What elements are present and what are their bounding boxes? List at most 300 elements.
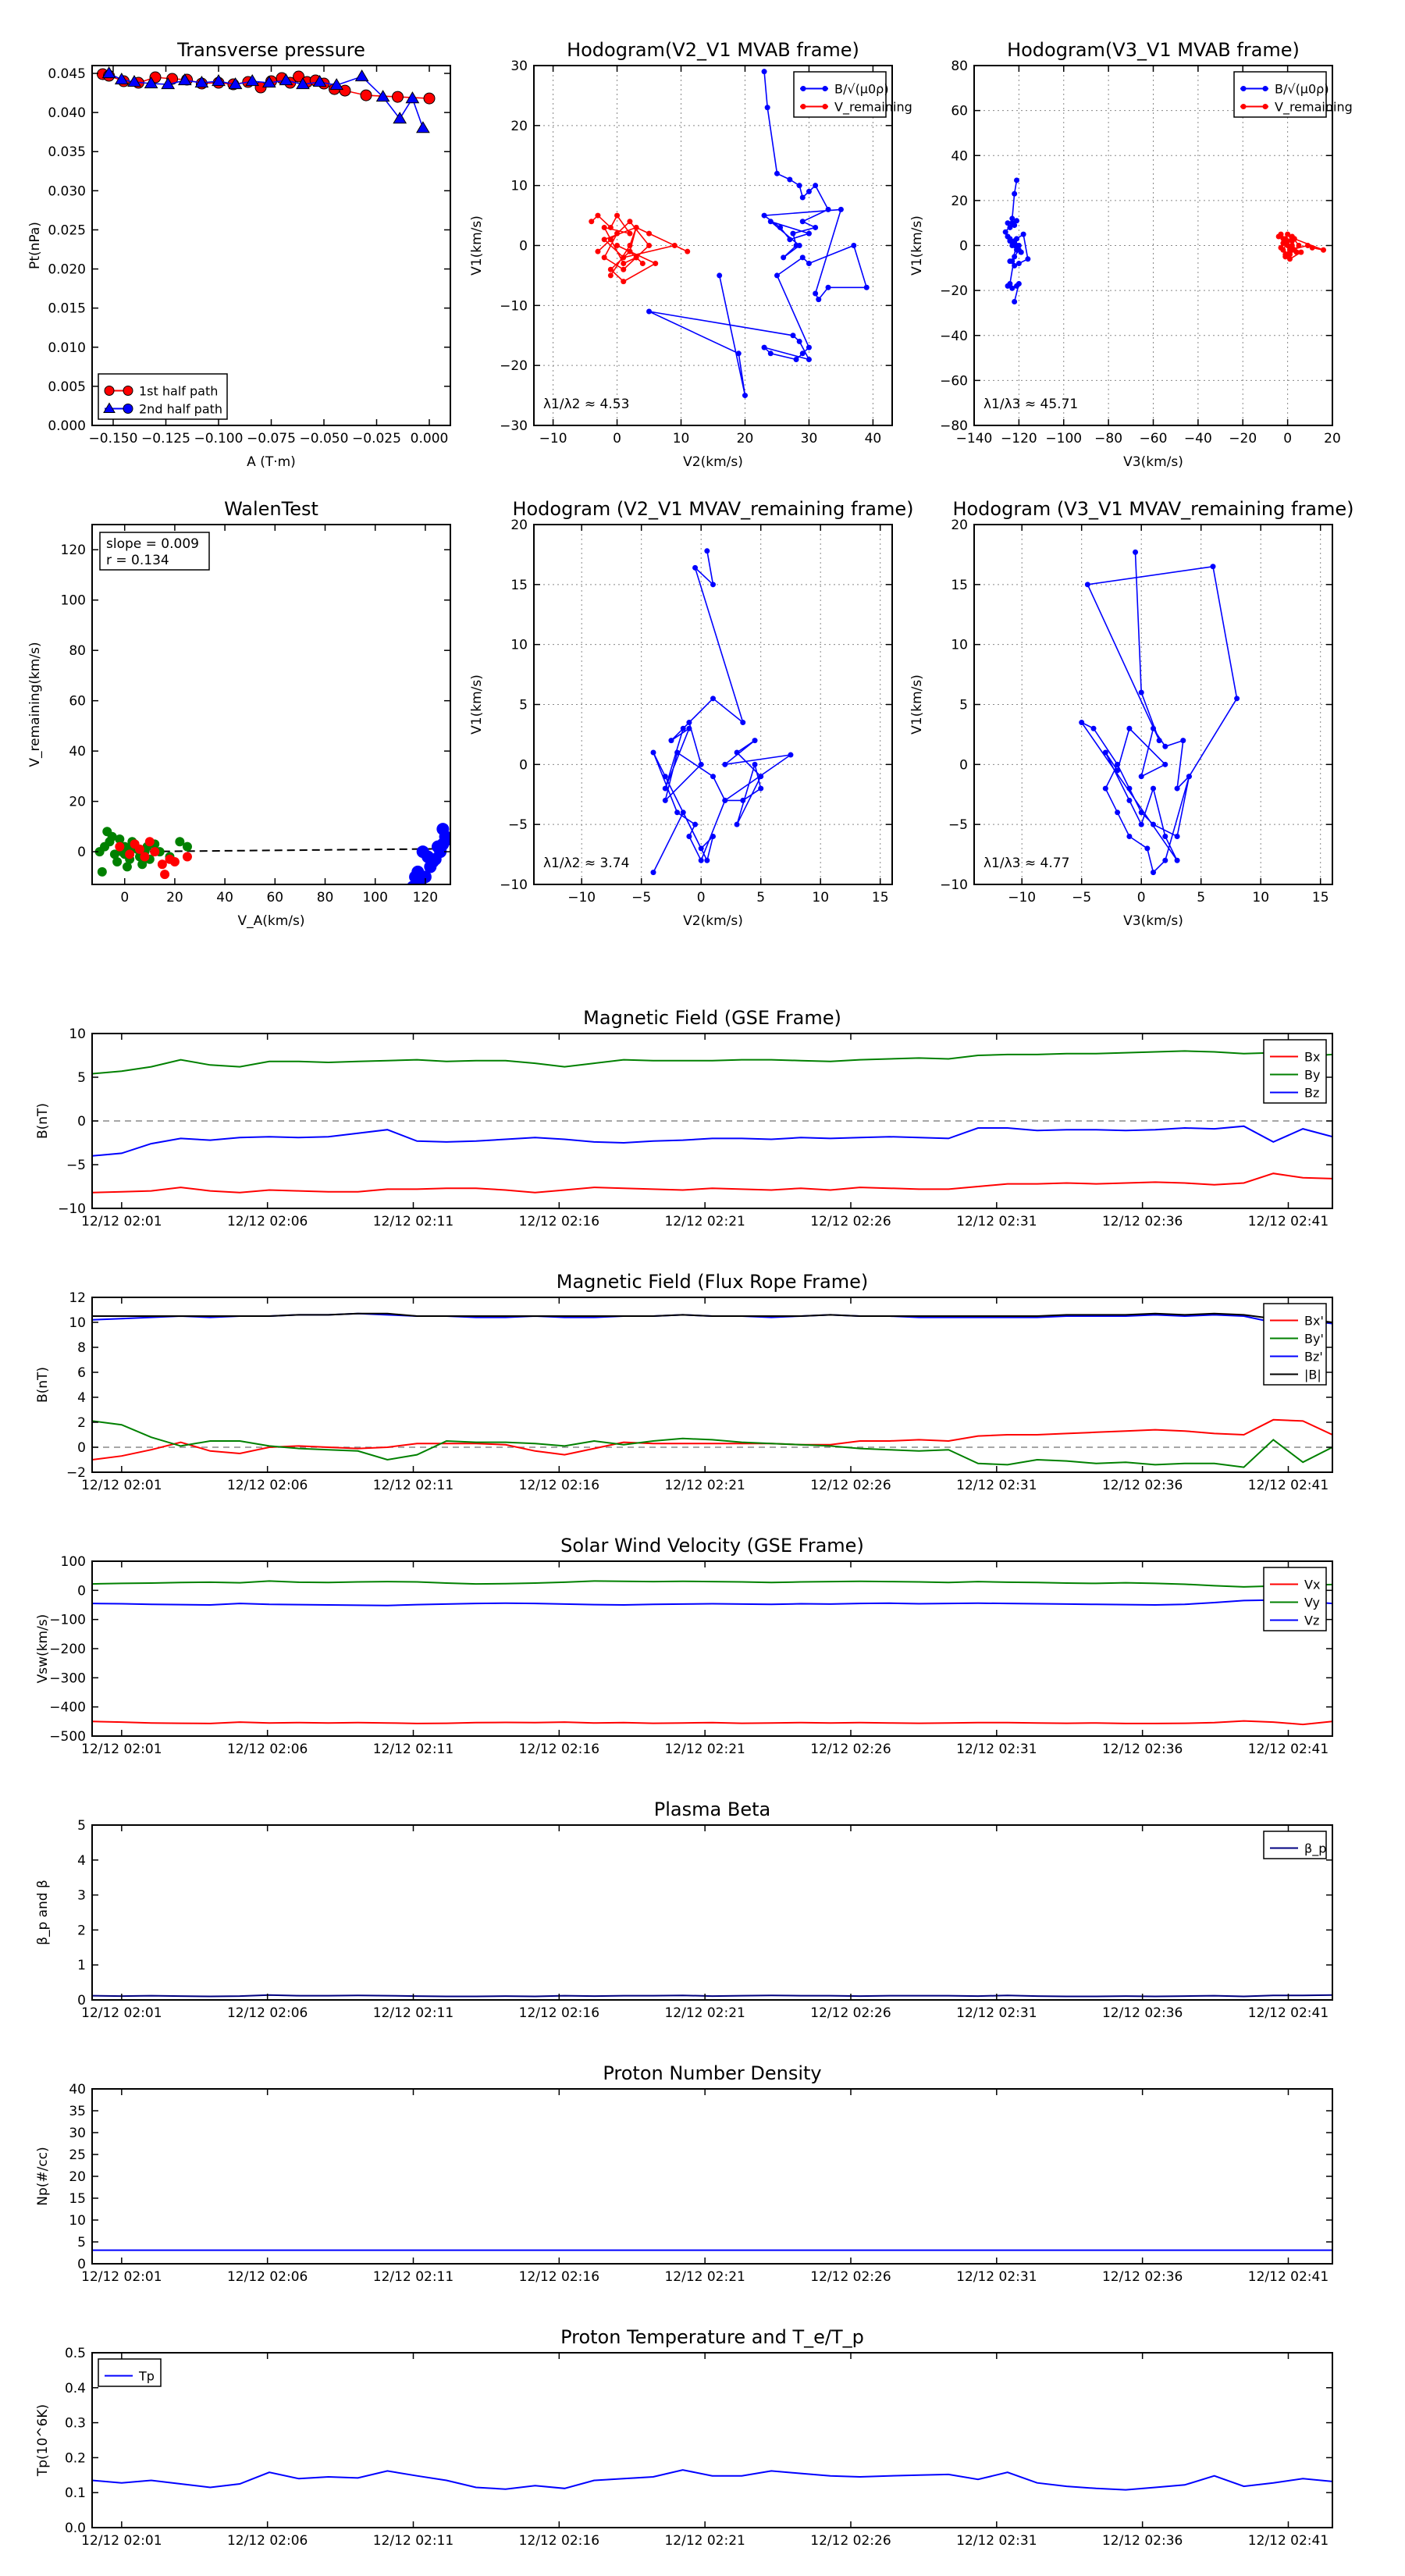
x-tick-label: 120 <box>412 890 439 906</box>
y-tick-label: 20 <box>510 518 528 533</box>
y-tick-label: 5 <box>77 2235 86 2250</box>
y-tick-label: 5 <box>77 1818 86 1834</box>
series-1-point <box>681 809 686 815</box>
series-v-remaining-point <box>634 254 639 260</box>
y-tick-label: 0.000 <box>48 418 86 434</box>
series-b-0-point <box>816 297 821 302</box>
x-tick-label: 10 <box>672 431 690 447</box>
x-tick-label: 15 <box>1311 890 1329 906</box>
y-tick-label: −100 <box>49 1612 86 1628</box>
plot-frame <box>92 2353 1332 2528</box>
series-1-point <box>1091 726 1097 731</box>
series-1st-half-path-point <box>361 90 372 101</box>
series-1-point <box>1139 774 1144 779</box>
chart-title: Magnetic Field (GSE Frame) <box>583 1007 841 1029</box>
annotation-text: λ1/λ2 ≈ 3.74 <box>543 856 630 871</box>
series-1-point <box>1126 786 1132 792</box>
x-tick-label: 12/12 02:16 <box>518 2005 600 2021</box>
series-2-point <box>183 852 192 862</box>
series-1-point <box>1151 870 1156 875</box>
y-tick-label: 5 <box>519 697 528 713</box>
y-tick-label: 15 <box>69 2191 86 2207</box>
y-tick-label: 15 <box>510 577 528 593</box>
chart-title: Proton Temperature and T_e/T_p <box>560 2326 864 2348</box>
y-tick-label: 40 <box>69 2082 86 2097</box>
y-tick-label: −2 <box>66 1465 86 1481</box>
x-axis-label: V3(km/s) <box>1123 454 1183 470</box>
y-tick-label: 100 <box>60 592 86 609</box>
series-1-point <box>1139 822 1144 827</box>
legend-label: 1st half path <box>139 383 219 399</box>
x-tick-label: 12/12 02:16 <box>518 2533 600 2549</box>
series-1-point <box>1115 762 1120 767</box>
data-layer <box>92 1051 1332 1192</box>
legend-label: B/√(μ0ρ) <box>1275 81 1329 97</box>
legend-marker <box>123 386 133 396</box>
series-1-point <box>1151 726 1156 731</box>
series-v-remaining-point <box>627 231 632 237</box>
series-b-0-point <box>765 105 770 110</box>
series-1-point <box>1126 834 1132 839</box>
y-tick-label: 6 <box>77 1365 86 1381</box>
series-2-point <box>140 852 149 862</box>
x-tick-label: −0.075 <box>247 431 296 447</box>
plot-frame <box>92 1825 1332 2000</box>
y-tick-label: 0 <box>959 238 968 254</box>
legend-label: Bx' <box>1304 1313 1324 1329</box>
series-v-remaining-point <box>672 243 678 248</box>
x-tick-label: 12/12 02:31 <box>956 2005 1037 2021</box>
series-1-point <box>663 798 668 803</box>
series-v-remaining-point <box>589 219 594 224</box>
series-1-point <box>681 726 686 731</box>
series-1-point <box>651 749 656 755</box>
series-b-0-point <box>806 231 812 237</box>
series-v-remaining-point <box>1292 236 1297 241</box>
x-tick-label: 12/12 02:41 <box>1247 1478 1329 1493</box>
y-tick-label: 0.4 <box>64 2380 86 2396</box>
series-v-remaining-point <box>614 243 620 248</box>
series-1-point <box>686 720 692 725</box>
series-b-0-point <box>797 243 802 248</box>
legend-label: Bx <box>1304 1049 1321 1065</box>
legend <box>98 2359 161 2386</box>
y-tick-label: 80 <box>69 643 86 660</box>
series-v-remaining-point <box>595 213 600 219</box>
x-tick-label: 12/12 02:31 <box>956 1478 1037 1493</box>
y-axis-label: B(nT) <box>35 1366 51 1404</box>
series-1-point <box>752 762 758 767</box>
x-axis-label: V2(km/s) <box>683 454 743 470</box>
y-tick-label: 20 <box>510 118 528 134</box>
x-tick-label: −0.150 <box>88 431 138 447</box>
series-v-remaining-point <box>602 225 607 230</box>
legend-marker <box>1241 104 1247 109</box>
series-v-remaining-point <box>653 261 658 266</box>
data-layer <box>651 548 794 875</box>
series-1st-half-path-point <box>424 93 435 104</box>
y-tick-label: 1 <box>77 1958 86 1974</box>
y-tick-label: 40 <box>951 148 968 165</box>
chart-4-walentest <box>27 498 454 929</box>
x-tick-label: −0.100 <box>194 431 244 447</box>
series-b-0-point <box>826 207 831 212</box>
chart-title: WalenTest <box>224 498 318 520</box>
series-b-0-point <box>813 225 818 230</box>
series-v-remaining-point <box>1298 250 1304 255</box>
y-tick-label: −60 <box>940 373 968 390</box>
series-v-remaining-point <box>1296 243 1301 248</box>
series-b-0-point <box>762 345 767 350</box>
series-3-point <box>417 845 429 858</box>
series-1-point <box>1175 786 1180 792</box>
y-tick-label: 2 <box>77 1923 86 1939</box>
legend-label: Tp <box>139 2368 155 2384</box>
series-1-point <box>740 720 745 725</box>
legend-marker <box>801 104 806 109</box>
chart-7-magnetic-field-gse-frame <box>35 1007 1332 1229</box>
y-axis-label: Np(#/cc) <box>35 2147 51 2206</box>
x-tick-label: 12/12 02:41 <box>1247 2005 1329 2021</box>
x-tick-label: 12/12 02:41 <box>1247 1742 1329 1757</box>
y-tick-label: 0.015 <box>48 301 86 317</box>
series-b-0-point <box>800 195 806 201</box>
x-tick-label: −10 <box>539 431 567 447</box>
x-tick-label: −10 <box>567 890 596 906</box>
annotation-text: λ1/λ3 ≈ 45.71 <box>984 397 1079 412</box>
series-by-line <box>92 1051 1332 1073</box>
series-v-remaining-point <box>627 249 632 254</box>
x-tick-label: −120 <box>1001 431 1037 447</box>
y-tick-label: 8 <box>77 1340 86 1356</box>
legend-label: Vx <box>1304 1577 1321 1592</box>
series-1-point <box>1151 786 1156 792</box>
series-1-point <box>663 786 668 792</box>
series-1-point <box>1144 845 1150 851</box>
series-v-remaining-point <box>608 267 614 272</box>
chart-9-solar-wind-velocity-gse-frame <box>35 1535 1332 1757</box>
chart-title: Hodogram(V2_V1 MVAB frame) <box>567 39 859 61</box>
series-b-0-point <box>1025 256 1030 262</box>
series-b-0-point <box>1021 232 1026 237</box>
x-tick-label: 12/12 02:06 <box>226 2533 308 2549</box>
series-1-point <box>1162 858 1168 863</box>
series-b-0-point <box>797 183 802 188</box>
y-tick-label: −40 <box>940 328 968 344</box>
y-tick-label: −400 <box>49 1699 86 1716</box>
legend-label: V_remaining <box>834 99 912 115</box>
series-1-point <box>758 774 763 779</box>
series-v-remaining-point <box>621 279 626 284</box>
y-tick-label: 20 <box>951 518 968 533</box>
series-1-point <box>663 774 668 779</box>
x-tick-label: 12/12 02:21 <box>664 2269 745 2285</box>
x-tick-label: 12/12 02:26 <box>810 1478 891 1493</box>
x-axis-label: V2(km/s) <box>683 913 743 929</box>
legend-label: By <box>1304 1067 1321 1083</box>
series-1-point <box>102 827 112 836</box>
series-p-line <box>92 1995 1332 1997</box>
x-tick-label: 40 <box>216 890 233 906</box>
x-tick-label: 0 <box>1136 890 1146 906</box>
series-b-0-point <box>790 231 795 237</box>
y-tick-label: −10 <box>58 1201 86 1217</box>
series-1-point <box>692 822 698 827</box>
x-tick-label: 12/12 02:31 <box>956 2533 1037 2549</box>
annotation-text: r = 0.134 <box>106 553 169 568</box>
chart-title: Transverse pressure <box>177 39 365 61</box>
series-bz-line <box>92 1126 1332 1156</box>
series-v-remaining-point <box>608 272 614 278</box>
legend-marker <box>105 386 114 396</box>
y-tick-label: 35 <box>69 2104 86 2119</box>
y-tick-label: 2 <box>77 1415 86 1431</box>
y-tick-label: 3 <box>77 1888 86 1904</box>
x-tick-label: 12/12 02:01 <box>81 1214 162 1229</box>
series-2nd-half-path-point <box>417 122 429 133</box>
data-layer <box>92 1314 1332 1468</box>
x-tick-label: 12/12 02:36 <box>1101 2005 1183 2021</box>
x-tick-label: 12/12 02:06 <box>226 2005 308 2021</box>
series-b-0-point <box>1016 281 1022 286</box>
chart-12-proton-temperature-and-t-e-t-p <box>35 2326 1332 2549</box>
series-b-0-point <box>774 272 780 278</box>
legend <box>1264 1567 1326 1631</box>
y-tick-label: 0 <box>77 1440 86 1456</box>
x-tick-label: 12/12 02:26 <box>810 2533 891 2549</box>
series-b-0-point <box>717 272 722 278</box>
y-tick-label: 5 <box>77 1070 86 1086</box>
series-2nd-half-path-point <box>356 70 368 81</box>
x-tick-label: 12/12 02:26 <box>810 2269 891 2285</box>
y-tick-label: 0 <box>77 1583 86 1599</box>
series-1-point <box>674 809 680 815</box>
x-tick-label: 12/12 02:21 <box>664 2005 745 2021</box>
series-b-0-point <box>742 393 748 398</box>
y-axis-label: β_p and β <box>35 1880 51 1945</box>
series-b-0-point <box>768 350 774 356</box>
y-tick-label: 60 <box>951 103 968 119</box>
y-tick-label: 0 <box>77 2257 86 2272</box>
x-tick-label: 12/12 02:31 <box>956 1742 1037 1757</box>
series-2nd-half-path-point <box>393 112 406 123</box>
data-layer <box>92 2470 1332 2490</box>
y-tick-label: −10 <box>500 298 528 315</box>
series-vx-line <box>92 1721 1332 1725</box>
series-1-point <box>1162 762 1168 767</box>
series-v-remaining-point <box>602 237 607 242</box>
y-tick-label: −10 <box>940 877 968 893</box>
y-tick-label: 0.020 <box>48 262 86 278</box>
series-v-remaining-point <box>634 225 639 230</box>
data-layer <box>589 69 869 398</box>
series-b-0-point <box>1012 191 1017 197</box>
x-tick-label: 15 <box>871 890 889 906</box>
x-tick-label: 12/12 02:11 <box>372 1742 454 1757</box>
series-v-remaining-point <box>614 231 620 237</box>
x-tick-label: −0.025 <box>352 431 401 447</box>
y-axis-label: V1(km/s) <box>469 215 485 276</box>
x-axis-label: V_A(km/s) <box>237 913 305 929</box>
y-axis-label: Vsw(km/s) <box>35 1614 51 1684</box>
x-tick-label: 0 <box>696 890 706 906</box>
series-1-point <box>1162 744 1168 749</box>
series-1-point <box>1103 749 1108 755</box>
annotation-text: λ1/λ3 ≈ 4.77 <box>984 856 1070 871</box>
series-2-point <box>145 837 155 846</box>
series-b-0-point <box>777 225 783 230</box>
x-tick-label: −80 <box>1094 431 1123 447</box>
x-tick-label: 12/12 02:01 <box>81 1478 162 1493</box>
series-1-point <box>699 845 704 851</box>
series-v-remaining-point <box>685 249 690 254</box>
series-1-point <box>735 822 740 827</box>
series-1-point <box>686 726 692 731</box>
series-v-remaining-point <box>646 231 652 237</box>
series-v-remaining-point <box>595 249 600 254</box>
chart-title: Magnetic Field (Flux Rope Frame) <box>556 1271 869 1293</box>
series-b-0-point <box>826 285 831 290</box>
series-v-remaining-point <box>640 261 646 266</box>
legend-marker <box>1263 86 1268 91</box>
x-tick-label: 5 <box>756 890 766 906</box>
x-tick-label: 12/12 02:16 <box>518 1742 600 1757</box>
y-tick-label: 0 <box>77 1993 86 2008</box>
series-v-remaining-point <box>608 225 614 230</box>
series-v-remaining-point <box>1289 243 1295 248</box>
x-axis-label: V3(km/s) <box>1123 913 1183 929</box>
series-b-0-point <box>800 219 806 224</box>
series-1st-half-path-point <box>393 91 404 102</box>
legend-marker <box>823 104 828 109</box>
series-1-point <box>735 749 740 755</box>
y-tick-label: 30 <box>69 2126 86 2141</box>
series-1-point <box>1115 768 1120 774</box>
x-tick-label: 40 <box>864 431 882 447</box>
series-b-0-point <box>774 171 780 176</box>
series-v-remaining-point <box>614 213 620 219</box>
x-tick-label: 12/12 02:01 <box>81 2533 162 2549</box>
series-v-remaining-point <box>621 261 626 266</box>
chart-11-proton-number-density <box>35 2062 1332 2285</box>
series-b-0-point <box>646 309 652 315</box>
series-1-point <box>699 858 704 863</box>
y-tick-label: 60 <box>69 693 86 710</box>
legend-label: By' <box>1304 1331 1324 1347</box>
y-tick-label: −5 <box>507 817 528 834</box>
series-3-point <box>434 843 446 856</box>
x-tick-label: 12/12 02:06 <box>226 1742 308 1757</box>
x-tick-label: 12/12 02:41 <box>1247 2269 1329 2285</box>
x-tick-label: 60 <box>266 890 284 906</box>
series-1-point <box>1126 798 1132 803</box>
series-1-point <box>752 738 758 743</box>
data-layer <box>92 1581 1332 1724</box>
series-3-point <box>436 823 449 835</box>
y-tick-label: −30 <box>500 418 528 434</box>
y-tick-label: 0.2 <box>64 2450 86 2467</box>
legend <box>1264 1040 1326 1103</box>
y-tick-label: 0.035 <box>48 144 86 161</box>
series-b-0-point <box>813 183 818 188</box>
series-b-0-point <box>838 207 844 212</box>
legend-marker <box>123 404 133 414</box>
y-tick-label: 0.025 <box>48 222 86 239</box>
series-1-point <box>710 582 716 587</box>
legend <box>98 374 227 419</box>
x-tick-label: 12/12 02:11 <box>372 1214 454 1229</box>
series-1-point <box>710 774 716 779</box>
series-1-point <box>112 857 122 866</box>
legend-label: Vz <box>1304 1613 1320 1628</box>
y-tick-label: 10 <box>69 2213 86 2229</box>
series-b-0-point <box>1014 236 1019 241</box>
series-b-0-point <box>736 350 742 356</box>
chart-8-magnetic-field-flux-rope-frame <box>35 1271 1332 1493</box>
data-layer <box>92 1995 1332 1997</box>
x-tick-label: 12/12 02:21 <box>664 1742 745 1757</box>
data-layer <box>1079 550 1240 875</box>
x-tick-label: 12/12 02:06 <box>226 2269 308 2285</box>
series-v-remaining-point <box>608 237 614 242</box>
x-tick-label: 12/12 02:16 <box>518 1214 600 1229</box>
y-tick-label: −20 <box>500 358 528 375</box>
series-b-0-point <box>1009 220 1015 226</box>
x-tick-label: 12/12 02:36 <box>1101 2269 1183 2285</box>
series-1-point <box>1175 834 1180 839</box>
series-vz-line <box>92 1600 1332 1606</box>
series-1-point <box>1180 738 1186 743</box>
series-b-0-point <box>781 254 786 260</box>
x-tick-label: 30 <box>800 431 818 447</box>
series-b-0-point <box>794 357 799 362</box>
series-1-point <box>704 548 710 553</box>
legend-label: B/√(μ0ρ) <box>834 81 889 97</box>
x-tick-label: 12/12 02:16 <box>518 1478 600 1493</box>
x-tick-label: 12/12 02:31 <box>956 2269 1037 2285</box>
series-2-point <box>160 870 169 879</box>
y-axis-label: V1(km/s) <box>469 674 485 735</box>
x-tick-label: 12/12 02:06 <box>226 1478 308 1493</box>
chart-6-hodogram-v3-v1-mvav-remaining-frame <box>909 498 1354 929</box>
y-tick-label: 0.030 <box>48 183 86 200</box>
series-1-point <box>699 762 704 767</box>
plot-frame <box>92 2089 1332 2264</box>
series-b-0-point <box>800 254 806 260</box>
chart-title: Hodogram(V3_V1 MVAB frame) <box>1007 39 1300 61</box>
series-1-point <box>1079 720 1084 725</box>
x-tick-label: 12/12 02:41 <box>1247 1214 1329 1229</box>
y-axis-label: V1(km/s) <box>909 674 925 735</box>
x-tick-label: −5 <box>631 890 652 906</box>
series-1-point <box>1115 809 1120 815</box>
legend-label: Bz' <box>1304 1349 1323 1364</box>
legend-label: 2nd half path <box>139 401 223 417</box>
series-b-0-point <box>797 339 802 344</box>
x-tick-label: 0.000 <box>410 431 449 447</box>
series-v-remaining-point <box>621 254 626 260</box>
series-b-0-point <box>1012 254 1017 259</box>
legend <box>1264 1831 1326 1859</box>
x-tick-label: −40 <box>1183 431 1212 447</box>
series-b-0-point <box>787 237 792 242</box>
x-tick-label: 80 <box>316 890 334 906</box>
x-tick-label: 12/12 02:26 <box>810 1214 891 1229</box>
x-tick-label: −100 <box>1045 431 1083 447</box>
y-tick-label: 4 <box>77 1852 86 1869</box>
chart-2-hodogram-v2-v1-mvab-frame <box>469 39 912 470</box>
series-1-point <box>1126 726 1132 731</box>
